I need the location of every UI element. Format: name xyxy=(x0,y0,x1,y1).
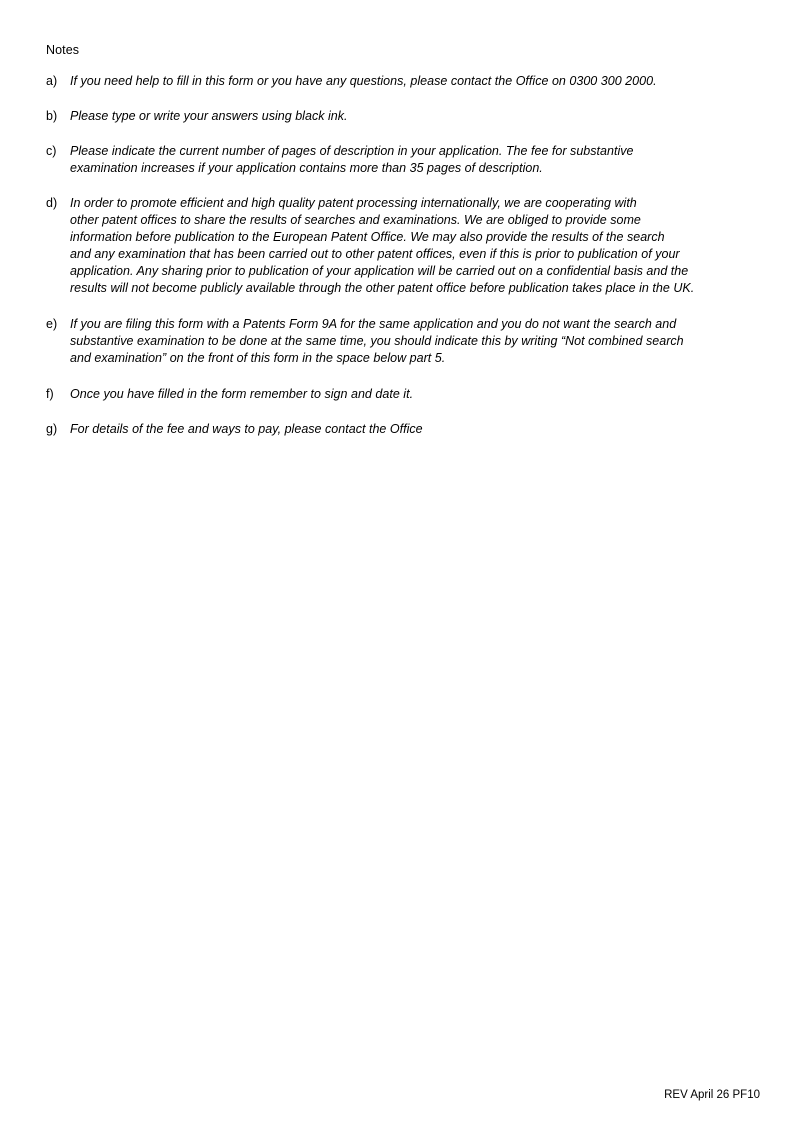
page-title: Notes xyxy=(46,43,80,57)
list-item-text: In order to promote efficient and high quality patent processing internationally, we are cooperating with other patent offices to share the results of searches and examinations. We are obliged to provide some information before publication to the European Patent Office. We may also provide the results of the search and any examination that has been carried out to other patent offices, even if this is prior to publication of your application. Any sharing prior to publication of your application will be carried out on a confidential basis and the results will not become publicly available through the other patent office before publication takes place in the UK. xyxy=(70,196,695,295)
list-item xyxy=(46,195,760,297)
list-item-text: If you are filing this form with a Patents Form 9A for the same application and you do not want the search and substantive examination to be done at the same time, you should indicate this by writing “Not combined search and examination” on the front of this form in the space below part 5. xyxy=(70,317,684,365)
list-item-text: For details of the fee and ways to pay, please contact the Office xyxy=(70,422,423,436)
list-item-label: f) xyxy=(46,387,54,401)
list-item xyxy=(46,73,760,90)
list-item xyxy=(46,108,760,125)
list-item-text: Please type or write your answers using black ink. xyxy=(70,109,348,123)
list-item-label: c) xyxy=(46,144,57,158)
list-item xyxy=(46,386,760,403)
footer-revision: REV April 26 PF10 xyxy=(664,1089,760,1101)
list-item-label: d) xyxy=(46,196,58,210)
list-item xyxy=(46,316,760,367)
list-item-text: Please indicate the current number of pages of description in your application. The fee for substantive examination increases if your application contains more than 35 pages of description. xyxy=(70,144,634,175)
list-item xyxy=(46,421,760,438)
list-item-label: b) xyxy=(46,109,58,123)
list-item-label: e) xyxy=(46,317,58,331)
list-item-text: If you need help to fill in this form or you have any questions, please contact the Office on 0300 300 2000. xyxy=(70,74,657,88)
notes-list xyxy=(46,73,760,438)
list-item-text: Once you have filled in the form remember to sign and date it. xyxy=(70,387,414,401)
list-item-label: a) xyxy=(46,74,58,88)
list-item-label: g) xyxy=(46,422,58,436)
list-item xyxy=(46,143,760,177)
